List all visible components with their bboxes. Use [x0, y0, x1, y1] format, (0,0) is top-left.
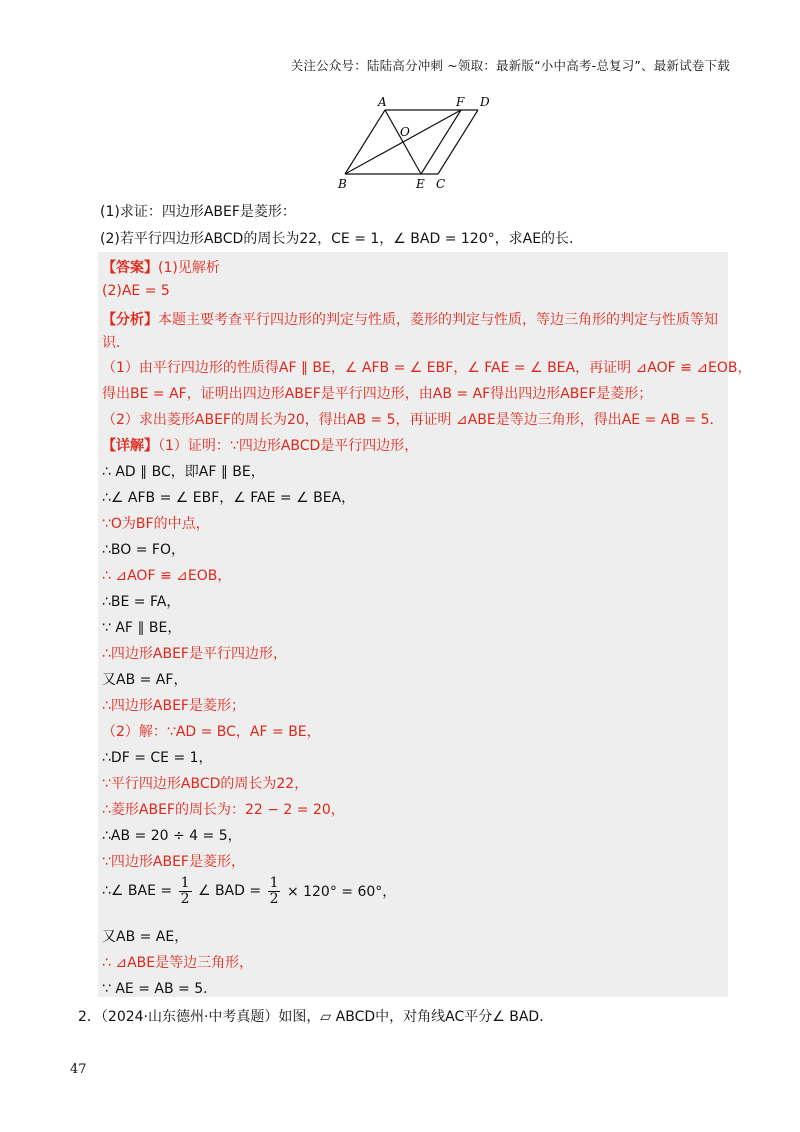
detail-line-9: ∴四边形ABEF是平行四边形， [102, 646, 287, 662]
fraction-half-2: $\frac{1}{2}$ [269, 875, 279, 907]
analysis-line-3: （1）由平行四边形的性质得AF ∥ BE，∠ AFB = ∠ EBF，∠ FAE = ∠ BEA，再证明 ⊿AOF ≌ ⊿EOB， [102, 360, 752, 376]
detail-line-19: 又AB = AE， [102, 929, 189, 945]
page-header: 关注公众号：陆陆高分冲刺 ~领取：最新版“小中高考-总复习”、最新试卷下载 [290, 58, 730, 73]
label-A: A [378, 95, 387, 109]
label-D: D [480, 95, 490, 109]
detail-line-10: 又AB = AF， [102, 672, 188, 688]
detail-line-16: ∴AB = 20 ÷ 4 = 5， [102, 828, 242, 844]
detail-line-20: ∴ ⊿ABE是等边三角形， [102, 955, 254, 971]
label-B: B [338, 177, 347, 191]
detail-line-15: ∴菱形ABEF的周长为：22 − 2 = 20， [102, 802, 345, 818]
detail-line-18-fraction: ∴∠ BAE = $\frac{1}{2}$ ∠ BAD = $\frac{1}{2}$ × 120° = 60°， [102, 875, 397, 907]
page-number: 47 [70, 1062, 87, 1077]
answer-line-1: 【答案】(1)见解析 [102, 260, 220, 276]
question-2: (2)若平行四边形ABCD的周长为22，CE = 1，∠ BAD = 120°，求AE的长. [100, 231, 574, 247]
analysis-line-5: （2）求出菱形ABEF的周长为20，得出AB = 5，再证明 ⊿ABE是等边三角形，得出AE = AB = 5. [102, 412, 714, 428]
answer-line-2: (2)AE = 5 [102, 283, 170, 299]
detail-line-6: ∴ ⊿AOF ≌ ⊿EOB， [102, 568, 232, 584]
detail-line-11: ∴四边形ABEF是菱形； [102, 698, 245, 714]
label-E: E [416, 177, 425, 191]
label-C: C [436, 177, 446, 191]
analysis-line-2: 识． [102, 335, 130, 351]
next-question: 2．（2024·山东德州·中考真题）如图，▱ ABCD中，对角线AC平分∠ BAD． [78, 1009, 554, 1025]
detail-line-21: ∵ AE = AB = 5． [102, 981, 218, 997]
detail-line-2: ∴ AD ∥ BC，即AF ∥ BE， [102, 464, 265, 480]
detail-line-14: ∵平行四边形ABCD的周长为22， [102, 776, 309, 792]
detail-line-4: ∵O为BF的中点， [102, 516, 210, 532]
detail-line-12: （2）解：∵AD = BC，AF = BE， [102, 724, 321, 740]
fraction-half-1: $\frac{1}{2}$ [180, 875, 190, 907]
detail-line-17: ∵四边形ABEF是菱形， [102, 854, 245, 870]
detail-line-7: ∴BE = FA， [102, 594, 181, 610]
parallelogram-figure [330, 94, 500, 194]
detail-line-1: 【详解】（1）证明：∵四边形ABCD是平行四边形， [102, 438, 419, 454]
label-F: F [456, 95, 465, 109]
analysis-line-1: 【分析】本题主要考查平行四边形的判定与性质，菱形的判定与性质，等边三角形的判定与性质等知 [102, 312, 718, 328]
analysis-line-4: 得出BE = AF，证明出四边形ABEF是平行四边形，由AB = AF得出四边形ABEF是菱形； [102, 386, 653, 402]
detail-line-13: ∴DF = CE = 1， [102, 750, 213, 766]
label-O: O [400, 125, 410, 139]
detail-line-8: ∵ AF ∥ BE， [102, 620, 182, 636]
question-1: (1)求证：四边形ABEF是菱形： [100, 204, 296, 220]
detail-line-3: ∴∠ AFB = ∠ EBF，∠ FAE = ∠ BEA， [102, 490, 356, 506]
detail-line-5: ∴BO = FO， [102, 542, 185, 558]
